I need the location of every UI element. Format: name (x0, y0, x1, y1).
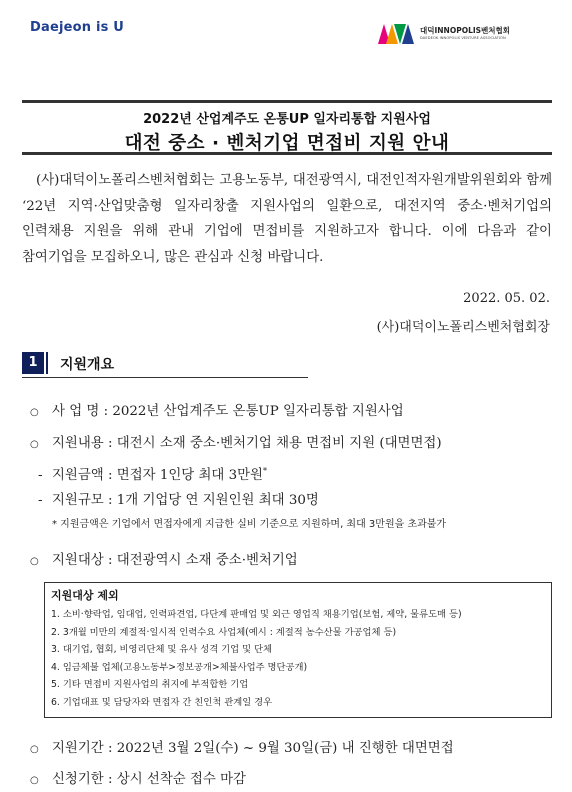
overview-support-content (30, 432, 442, 451)
exclusion-item: 4. 임금체불 업체(고용노동부>정보공개>체불사업주 명단공개) (51, 661, 308, 673)
overview-deadline (30, 768, 246, 787)
exclusion-item: 3. 대기업, 협회, 비영리단체 및 유사 성격 기업 및 단체 (51, 644, 272, 655)
notice-date: 2022. 05. 02. (463, 291, 550, 306)
overview-target (30, 549, 298, 568)
intro-paragraph-box (22, 168, 552, 270)
circle-bullet-icon: ○ (30, 556, 39, 567)
support-content-text: 지원내용 : 대전시 소재 중소·벤처기업 채용 면접비 지원 (대면면접) (52, 436, 442, 451)
section-divider-bar (46, 352, 48, 374)
dash-bullet: - (38, 468, 43, 483)
exclusion-title: 지원대상 제외 (51, 589, 119, 602)
scale-text: 지원규모 : 1개 기업당 연 지원인원 최대 30명 (52, 493, 319, 508)
amount-footnote-mark: * (263, 466, 267, 476)
overview-project-name (30, 400, 404, 419)
exclusion-item: 5. 기타 면접비 지원사업의 취지에 부적합한 기업 (51, 679, 249, 690)
circle-bullet-icon: ○ (30, 439, 39, 450)
period-text: 지원기간 : 2022년 3월 2일(수) ~ 9월 30일(금) 내 진행한 대면면접 (52, 741, 454, 756)
target-text: 지원대상 : 대전광역시 소재 중소·벤처기업 (52, 553, 298, 568)
deadline-text: 신청기한 : 상시 선착순 접수 마감 (52, 772, 246, 787)
association-name-kr: 대덕INNOPOLIS벤처협회 (420, 26, 511, 36)
association-name-en: DAEDEOK INNOPOLIS VENTURE ASSOCIATION (420, 35, 506, 40)
overview-period (30, 737, 454, 756)
circle-bullet-icon: ○ (30, 775, 39, 786)
logo-left-prefix: Daejeon (30, 20, 92, 35)
daejeon-logo (30, 20, 124, 35)
amount-footnote: * 지원금액은 기업에서 면접자에게 지급한 실비 기준으로 지원하며, 최대 3만원을 초과불가 (52, 519, 447, 530)
page-title: 대전 중소 · 벤처기업 면접비 지원 안내 (124, 133, 450, 154)
association-logo-icon (378, 24, 414, 44)
section-number: 1 (22, 352, 44, 374)
notice-issuer: (사)대덕이노폴리스벤처협회장 (376, 320, 550, 335)
section-header (22, 352, 308, 378)
exclusion-box (44, 582, 552, 718)
section-title: 지원개요 (60, 357, 115, 373)
project-name-text: 사 업 명 : 2022년 산업계주도 온통UP 일자리통합 지원사업 (52, 404, 404, 419)
circle-bullet-icon: ○ (30, 744, 39, 755)
title-box (22, 100, 552, 155)
circle-bullet-icon: ○ (30, 407, 39, 418)
intro-paragraph: (사)대덕이노폴리스벤처협회는 고용노동부, 대전광역시, 대전인적자원개발위원회와 함께 ‘22년 지역·산업맞춤형 일자리창출 지원사업의 일환으로, 대전지역 중소·벤처기업의 인력채용 지원을 위해 관내 기업에 면접비를 지원하고자 합니다. 이에 다음과 같이 참여기업을 모집하오니, 많은 관심과 신청 바랍니다. (22, 173, 552, 265)
association-logo (378, 24, 510, 44)
overview-amount (38, 464, 267, 483)
dash-bullet: - (38, 493, 43, 508)
exclusion-item: 2. 3개월 미만의 계절적·일시적 인력수요 사업체(예시 : 계절적 농수산물 가공업체 등) (51, 626, 397, 638)
overview-scale (38, 489, 319, 508)
exclusion-item: 1. 소비·향락업, 임대업, 인력파견업, 다단계 판매업 및 외근 영업직 채용기업(보험, 제약, 물류도매 등) (51, 609, 462, 620)
amount-text: 지원금액 : 면접자 1인당 최대 3만원 (52, 468, 263, 483)
exclusion-item: 6. 기업대표 및 담당자와 면접자 간 친인척 관계일 경우 (51, 696, 273, 708)
page-subtitle: 2022년 산업계주도 온통UP 일자리통합 지원사업 (143, 112, 431, 127)
logo-left-suffix: is U (91, 20, 125, 35)
